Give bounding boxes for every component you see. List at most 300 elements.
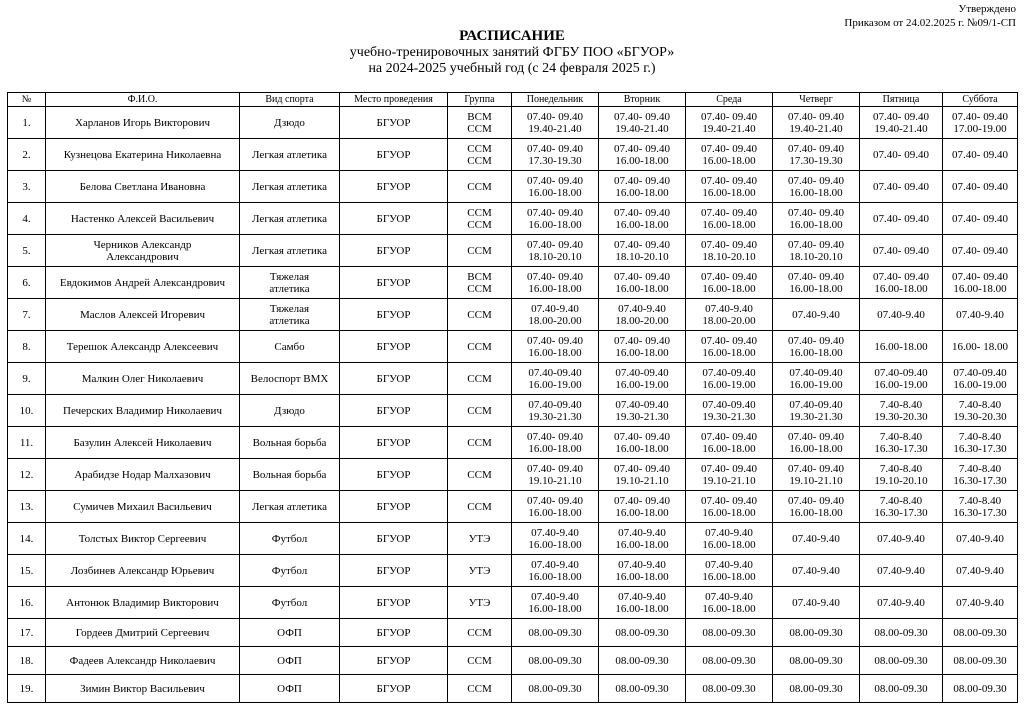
tuesday-time-line: 07.40- 09.40 bbox=[614, 142, 670, 155]
friday-time-line: 7.40-8.40 bbox=[879, 462, 923, 475]
monday-time-cell bbox=[512, 203, 599, 235]
wednesday-time-line: 19.30-21.30 bbox=[702, 410, 756, 423]
column-header-name: Ф.И.О. bbox=[46, 93, 240, 107]
monday-time-line: 16.00-18.00 bbox=[528, 506, 582, 519]
thursday-time-cell bbox=[773, 523, 860, 555]
group-line: ВСМ bbox=[467, 270, 492, 283]
table-row bbox=[8, 267, 1018, 299]
sport-type-line: ОФП bbox=[277, 654, 302, 667]
header-row bbox=[8, 93, 1018, 107]
saturday-time-cell bbox=[943, 427, 1018, 459]
wednesday-time-line: 19.10-21.10 bbox=[702, 474, 756, 487]
venue-cell bbox=[340, 203, 448, 235]
tuesday-time-cell bbox=[599, 647, 686, 675]
venue-line: БГУОР bbox=[376, 276, 411, 289]
monday-time-line: 07.40- 09.40 bbox=[527, 142, 583, 155]
wednesday-time-cell bbox=[686, 395, 773, 427]
coach-name-cell bbox=[46, 331, 240, 363]
wednesday-time-line: 07.40- 09.40 bbox=[701, 494, 757, 507]
coach-name-line: Терешок Александр Алексеевич bbox=[66, 340, 219, 353]
coach-name-line: Александрович bbox=[106, 250, 179, 263]
group-cell bbox=[448, 171, 512, 203]
thursday-time-line: 07.40-9.40 bbox=[792, 308, 840, 321]
coach-name-line: Фадеев Александр Николаевич bbox=[69, 654, 216, 667]
wednesday-time-cell bbox=[686, 171, 773, 203]
friday-time-line: 07.40- 09.40 bbox=[873, 270, 929, 283]
group-cell bbox=[448, 203, 512, 235]
approval-label: Утверждено bbox=[958, 3, 1016, 15]
row-number-line: 3. bbox=[22, 180, 31, 193]
sport-type-line: Тяжелая bbox=[269, 302, 310, 315]
row-number-line: 1. bbox=[22, 116, 31, 129]
thursday-time-line: 17.30-19.30 bbox=[789, 154, 843, 167]
friday-time-line: 07.40- 09.40 bbox=[873, 212, 929, 225]
group-line: УТЭ bbox=[468, 596, 491, 609]
coach-name-line: Базулин Алексей Николаевич bbox=[73, 436, 212, 449]
sport-type-line: Футбол bbox=[271, 564, 308, 577]
venue-line: БГУОР bbox=[376, 532, 411, 545]
coach-name-line: Харланов Игорь Викторович bbox=[74, 116, 211, 129]
sport-type-cell bbox=[240, 523, 340, 555]
venue-line: БГУОР bbox=[376, 372, 411, 385]
saturday-time-cell bbox=[943, 459, 1018, 491]
table-row bbox=[8, 139, 1018, 171]
friday-time-line: 19.30-20.30 bbox=[874, 410, 928, 423]
coach-name-line: Антонюк Владимир Викторович bbox=[66, 596, 219, 609]
thursday-time-line: 07.40- 09.40 bbox=[788, 270, 844, 283]
group-cell bbox=[448, 395, 512, 427]
group-cell bbox=[448, 619, 512, 647]
friday-time-line: 7.40-8.40 bbox=[879, 494, 923, 507]
monday-time-cell bbox=[512, 299, 599, 331]
group-cell bbox=[448, 139, 512, 171]
monday-time-cell bbox=[512, 427, 599, 459]
group-line: ССМ bbox=[467, 682, 492, 695]
wednesday-time-cell bbox=[686, 647, 773, 675]
row-number-cell bbox=[8, 587, 46, 619]
group-line: ССМ bbox=[467, 340, 492, 353]
thursday-time-line: 07.40-09.40 bbox=[789, 366, 843, 379]
saturday-time-line: 16.30-17.30 bbox=[953, 506, 1007, 519]
monday-time-line: 18.10-20.10 bbox=[528, 250, 582, 263]
friday-time-cell bbox=[860, 203, 943, 235]
tuesday-time-line: 07.40-9.40 bbox=[618, 302, 666, 315]
monday-time-cell bbox=[512, 459, 599, 491]
group-line: ССМ bbox=[467, 244, 492, 257]
wednesday-time-line: 16.00-18.00 bbox=[702, 282, 756, 295]
row-number-cell bbox=[8, 363, 46, 395]
thursday-time-cell bbox=[773, 395, 860, 427]
row-number-line: 9. bbox=[22, 372, 31, 385]
wednesday-time-cell bbox=[686, 427, 773, 459]
coach-name-line: Сумичев Михаил Васильевич bbox=[73, 500, 212, 513]
friday-time-cell bbox=[860, 267, 943, 299]
saturday-time-line: 07.40-9.40 bbox=[956, 532, 1004, 545]
tuesday-time-cell bbox=[599, 139, 686, 171]
tuesday-time-cell bbox=[599, 491, 686, 523]
venue-line: БГУОР bbox=[376, 564, 411, 577]
table-row bbox=[8, 395, 1018, 427]
tuesday-time-line: 18.00-20.00 bbox=[615, 314, 669, 327]
coach-name-cell bbox=[46, 491, 240, 523]
tuesday-time-cell bbox=[599, 267, 686, 299]
table-row bbox=[8, 427, 1018, 459]
friday-time-cell bbox=[860, 171, 943, 203]
friday-time-line: 16.30-17.30 bbox=[874, 442, 928, 455]
coach-name-line: Белова Светлана Ивановна bbox=[79, 180, 206, 193]
monday-time-line: 07.40- 09.40 bbox=[527, 462, 583, 475]
row-number-line: 6. bbox=[22, 276, 31, 289]
wednesday-time-line: 16.00-18.00 bbox=[702, 346, 756, 359]
schedule-body bbox=[8, 107, 1018, 703]
row-number-line: 5. bbox=[22, 244, 31, 257]
friday-time-line: 16.00-18.00 bbox=[874, 340, 928, 353]
monday-time-line: 19.30-21.30 bbox=[528, 410, 582, 423]
venue-cell bbox=[340, 395, 448, 427]
thursday-time-line: 07.40- 09.40 bbox=[788, 174, 844, 187]
wednesday-time-cell bbox=[686, 491, 773, 523]
saturday-time-cell bbox=[943, 139, 1018, 171]
group-line: ССМ bbox=[467, 180, 492, 193]
tuesday-time-line: 16.00-18.00 bbox=[615, 602, 669, 615]
venue-cell bbox=[340, 331, 448, 363]
tuesday-time-line: 07.40-9.40 bbox=[618, 526, 666, 539]
wednesday-time-line: 16.00-18.00 bbox=[702, 218, 756, 231]
friday-time-line: 19.40-21.40 bbox=[874, 122, 928, 135]
sport-type-line: Легкая атлетика bbox=[252, 148, 327, 161]
venue-cell bbox=[340, 139, 448, 171]
coach-name-cell bbox=[46, 647, 240, 675]
column-header-tuesday: Вторник bbox=[599, 93, 686, 107]
venue-cell bbox=[340, 491, 448, 523]
tuesday-time-cell bbox=[599, 171, 686, 203]
thursday-time-line: 07.40- 09.40 bbox=[788, 494, 844, 507]
friday-time-cell bbox=[860, 647, 943, 675]
friday-time-line: 7.40-8.40 bbox=[879, 398, 923, 411]
venue-line: БГУОР bbox=[376, 468, 411, 481]
coach-name-cell bbox=[46, 523, 240, 555]
thursday-time-cell bbox=[773, 427, 860, 459]
monday-time-cell bbox=[512, 139, 599, 171]
thursday-time-line: 07.40- 09.40 bbox=[788, 462, 844, 475]
thursday-time-line: 07.40- 09.40 bbox=[788, 430, 844, 443]
venue-line: БГУОР bbox=[376, 436, 411, 449]
saturday-time-line: 07.40- 09.40 bbox=[952, 110, 1008, 123]
friday-time-line: 08.00-09.30 bbox=[874, 626, 928, 639]
group-cell bbox=[448, 235, 512, 267]
monday-time-line: 08.00-09.30 bbox=[528, 682, 582, 695]
row-number-cell bbox=[8, 459, 46, 491]
thursday-time-cell bbox=[773, 491, 860, 523]
coach-name-line: Малкин Олег Николаевич bbox=[81, 372, 204, 385]
monday-time-line: 07.40- 09.40 bbox=[527, 334, 583, 347]
thursday-time-cell bbox=[773, 647, 860, 675]
friday-time-line: 08.00-09.30 bbox=[874, 682, 928, 695]
tuesday-time-line: 07.40-09.40 bbox=[615, 366, 669, 379]
friday-time-cell bbox=[860, 363, 943, 395]
group-cell bbox=[448, 107, 512, 139]
friday-time-cell bbox=[860, 299, 943, 331]
sport-type-line: Тяжелая bbox=[269, 270, 310, 283]
monday-time-cell bbox=[512, 395, 599, 427]
thursday-time-line: 19.30-21.30 bbox=[789, 410, 843, 423]
wednesday-time-cell bbox=[686, 587, 773, 619]
tuesday-time-line: 07.40-9.40 bbox=[618, 590, 666, 603]
column-header-num: № bbox=[8, 93, 46, 107]
table-row bbox=[8, 299, 1018, 331]
sport-type-line: Вольная борьба bbox=[252, 436, 327, 449]
approval-block bbox=[844, 2, 1016, 30]
thursday-time-line: 16.00-18.00 bbox=[789, 282, 843, 295]
saturday-time-cell bbox=[943, 587, 1018, 619]
wednesday-time-line: 07.40- 09.40 bbox=[701, 430, 757, 443]
sport-type-line: ОФП bbox=[277, 682, 302, 695]
monday-time-line: 07.40- 09.40 bbox=[527, 174, 583, 187]
wednesday-time-cell bbox=[686, 267, 773, 299]
monday-time-cell bbox=[512, 491, 599, 523]
tuesday-time-line: 08.00-09.30 bbox=[615, 626, 669, 639]
saturday-time-line: 07.40-9.40 bbox=[956, 596, 1004, 609]
tuesday-time-line: 07.40- 09.40 bbox=[614, 238, 670, 251]
table-row bbox=[8, 491, 1018, 523]
friday-time-cell bbox=[860, 675, 943, 703]
wednesday-time-cell bbox=[686, 235, 773, 267]
thursday-time-line: 08.00-09.30 bbox=[789, 654, 843, 667]
tuesday-time-line: 16.00-19.00 bbox=[615, 378, 669, 391]
saturday-time-line: 07.40- 09.40 bbox=[952, 180, 1008, 193]
venue-cell bbox=[340, 587, 448, 619]
row-number-cell bbox=[8, 171, 46, 203]
row-number-cell bbox=[8, 523, 46, 555]
friday-time-cell bbox=[860, 395, 943, 427]
group-cell bbox=[448, 427, 512, 459]
group-line: ССМ bbox=[467, 436, 492, 449]
sport-type-line: Велоспорт ВМХ bbox=[250, 372, 329, 385]
saturday-time-line: 7.40-8.40 bbox=[958, 494, 1002, 507]
saturday-time-cell bbox=[943, 203, 1018, 235]
wednesday-time-line: 18.10-20.10 bbox=[702, 250, 756, 263]
document-title: РАСПИСАНИЕ bbox=[459, 28, 565, 44]
row-number-cell bbox=[8, 675, 46, 703]
sport-type-cell bbox=[240, 267, 340, 299]
venue-cell bbox=[340, 363, 448, 395]
friday-time-line: 07.40- 09.40 bbox=[873, 148, 929, 161]
wednesday-time-line: 07.40- 09.40 bbox=[701, 174, 757, 187]
venue-line: БГУОР bbox=[376, 340, 411, 353]
friday-time-cell bbox=[860, 555, 943, 587]
saturday-time-line: 7.40-8.40 bbox=[958, 398, 1002, 411]
friday-time-line: 07.40-09.40 bbox=[874, 366, 928, 379]
coach-name-cell bbox=[46, 555, 240, 587]
friday-time-line: 07.40- 09.40 bbox=[873, 110, 929, 123]
saturday-time-cell bbox=[943, 619, 1018, 647]
tuesday-time-cell bbox=[599, 395, 686, 427]
venue-line: БГУОР bbox=[376, 116, 411, 129]
monday-time-cell bbox=[512, 107, 599, 139]
monday-time-cell bbox=[512, 363, 599, 395]
sport-type-line: Дзюдо bbox=[274, 404, 305, 417]
group-line: УТЭ bbox=[468, 564, 491, 577]
wednesday-time-line: 16.00-18.00 bbox=[702, 506, 756, 519]
monday-time-line: 07.40- 09.40 bbox=[527, 206, 583, 219]
wednesday-time-line: 16.00-18.00 bbox=[702, 442, 756, 455]
table-row bbox=[8, 235, 1018, 267]
group-line: ССМ bbox=[467, 654, 492, 667]
monday-time-line: 16.00-18.00 bbox=[528, 346, 582, 359]
tuesday-time-cell bbox=[599, 203, 686, 235]
monday-time-cell bbox=[512, 235, 599, 267]
sport-type-line: Легкая атлетика bbox=[252, 212, 327, 225]
wednesday-time-line: 08.00-09.30 bbox=[702, 654, 756, 667]
tuesday-time-cell bbox=[599, 459, 686, 491]
saturday-time-line: 19.30-20.30 bbox=[953, 410, 1007, 423]
row-number-cell bbox=[8, 647, 46, 675]
monday-time-line: 07.40-9.40 bbox=[531, 302, 579, 315]
schedule-table bbox=[7, 92, 1018, 703]
monday-time-line: 07.40-9.40 bbox=[531, 526, 579, 539]
monday-time-line: 16.00-18.00 bbox=[528, 442, 582, 455]
sport-type-cell bbox=[240, 395, 340, 427]
tuesday-time-line: 16.00-18.00 bbox=[615, 346, 669, 359]
wednesday-time-line: 16.00-18.00 bbox=[702, 186, 756, 199]
group-cell bbox=[448, 363, 512, 395]
row-number-line: 16. bbox=[19, 596, 34, 609]
table-row bbox=[8, 203, 1018, 235]
thursday-time-line: 16.00-19.00 bbox=[789, 378, 843, 391]
coach-name-cell bbox=[46, 107, 240, 139]
sport-type-line: Легкая атлетика bbox=[252, 244, 327, 257]
coach-name-cell bbox=[46, 427, 240, 459]
sport-type-cell bbox=[240, 647, 340, 675]
thursday-time-line: 07.40- 09.40 bbox=[788, 334, 844, 347]
group-cell bbox=[448, 491, 512, 523]
monday-time-line: 18.00-20.00 bbox=[528, 314, 582, 327]
tuesday-time-line: 07.40- 09.40 bbox=[614, 334, 670, 347]
monday-time-line: 07.40- 09.40 bbox=[527, 270, 583, 283]
document-heading bbox=[0, 28, 1024, 77]
venue-cell bbox=[340, 675, 448, 703]
thursday-time-line: 07.40- 09.40 bbox=[788, 110, 844, 123]
wednesday-time-line: 07.40- 09.40 bbox=[701, 206, 757, 219]
saturday-time-line: 7.40-8.40 bbox=[958, 430, 1002, 443]
wednesday-time-line: 07.40-9.40 bbox=[705, 558, 753, 571]
coach-name-cell bbox=[46, 235, 240, 267]
group-line: ССМ bbox=[467, 142, 492, 155]
coach-name-cell bbox=[46, 363, 240, 395]
monday-time-line: 16.00-19.00 bbox=[528, 378, 582, 391]
friday-time-line: 07.40-9.40 bbox=[877, 532, 925, 545]
tuesday-time-line: 16.00-18.00 bbox=[615, 218, 669, 231]
tuesday-time-cell bbox=[599, 363, 686, 395]
wednesday-time-line: 07.40- 09.40 bbox=[701, 142, 757, 155]
thursday-time-line: 08.00-09.30 bbox=[789, 626, 843, 639]
monday-time-line: 19.10-21.10 bbox=[528, 474, 582, 487]
group-line: ССМ bbox=[467, 626, 492, 639]
coach-name-cell bbox=[46, 459, 240, 491]
group-line: ССМ bbox=[467, 468, 492, 481]
monday-time-line: 07.40-9.40 bbox=[531, 590, 579, 603]
saturday-time-cell bbox=[943, 675, 1018, 703]
column-header-friday: Пятница bbox=[860, 93, 943, 107]
saturday-time-line: 16.00- 18.00 bbox=[952, 340, 1008, 353]
tuesday-time-cell bbox=[599, 587, 686, 619]
wednesday-time-line: 07.40- 09.40 bbox=[701, 462, 757, 475]
row-number-line: 17. bbox=[19, 626, 34, 639]
table-row bbox=[8, 459, 1018, 491]
tuesday-time-line: 07.40-09.40 bbox=[615, 398, 669, 411]
monday-time-cell bbox=[512, 587, 599, 619]
wednesday-time-cell bbox=[686, 459, 773, 491]
thursday-time-cell bbox=[773, 619, 860, 647]
monday-time-line: 19.40-21.40 bbox=[528, 122, 582, 135]
thursday-time-cell bbox=[773, 459, 860, 491]
friday-time-line: 16.00-19.00 bbox=[874, 378, 928, 391]
thursday-time-cell bbox=[773, 675, 860, 703]
monday-time-line: 07.40-09.40 bbox=[528, 398, 582, 411]
group-line: ССМ bbox=[467, 404, 492, 417]
saturday-time-line: 08.00-09.30 bbox=[953, 626, 1007, 639]
column-header-monday: Понедельник bbox=[512, 93, 599, 107]
friday-time-line: 16.30-17.30 bbox=[874, 506, 928, 519]
venue-line: БГУОР bbox=[376, 212, 411, 225]
tuesday-time-cell bbox=[599, 523, 686, 555]
thursday-time-cell bbox=[773, 139, 860, 171]
tuesday-time-line: 07.40- 09.40 bbox=[614, 494, 670, 507]
venue-line: БГУОР bbox=[376, 404, 411, 417]
row-number-cell bbox=[8, 555, 46, 587]
wednesday-time-line: 16.00-18.00 bbox=[702, 570, 756, 583]
wednesday-time-line: 07.40-09.40 bbox=[702, 366, 756, 379]
group-line: ССМ bbox=[467, 122, 492, 135]
sport-type-cell bbox=[240, 491, 340, 523]
monday-time-line: 16.00-18.00 bbox=[528, 282, 582, 295]
coach-name-line: Лозбинев Александр Юрьевич bbox=[70, 564, 215, 577]
saturday-time-cell bbox=[943, 267, 1018, 299]
table-row bbox=[8, 619, 1018, 647]
thursday-time-line: 07.40- 09.40 bbox=[788, 238, 844, 251]
sport-type-cell bbox=[240, 331, 340, 363]
sport-type-cell bbox=[240, 619, 340, 647]
friday-time-line: 07.40-9.40 bbox=[877, 308, 925, 321]
group-line: ССМ bbox=[467, 372, 492, 385]
monday-time-line: 16.00-18.00 bbox=[528, 602, 582, 615]
wednesday-time-line: 18.00-20.00 bbox=[702, 314, 756, 327]
tuesday-time-line: 07.40-9.40 bbox=[618, 558, 666, 571]
sport-type-cell bbox=[240, 139, 340, 171]
saturday-time-cell bbox=[943, 107, 1018, 139]
row-number-line: 14. bbox=[19, 532, 34, 545]
venue-line: БГУОР bbox=[376, 654, 411, 667]
thursday-time-line: 16.00-18.00 bbox=[789, 442, 843, 455]
venue-cell bbox=[340, 647, 448, 675]
monday-time-cell bbox=[512, 647, 599, 675]
group-line: ВСМ bbox=[467, 110, 492, 123]
saturday-time-line: 07.40- 09.40 bbox=[952, 270, 1008, 283]
sport-type-line: Самбо bbox=[274, 340, 305, 353]
table-row bbox=[8, 107, 1018, 139]
group-line: ССМ bbox=[467, 500, 492, 513]
wednesday-time-line: 07.40- 09.40 bbox=[701, 238, 757, 251]
group-cell bbox=[448, 587, 512, 619]
venue-cell bbox=[340, 459, 448, 491]
table-row bbox=[8, 523, 1018, 555]
tuesday-time-line: 19.30-21.30 bbox=[615, 410, 669, 423]
saturday-time-line: 16.00-19.00 bbox=[953, 378, 1007, 391]
tuesday-time-line: 16.00-18.00 bbox=[615, 154, 669, 167]
row-number-cell bbox=[8, 139, 46, 171]
sport-type-line: Легкая атлетика bbox=[252, 180, 327, 193]
sport-type-cell bbox=[240, 675, 340, 703]
